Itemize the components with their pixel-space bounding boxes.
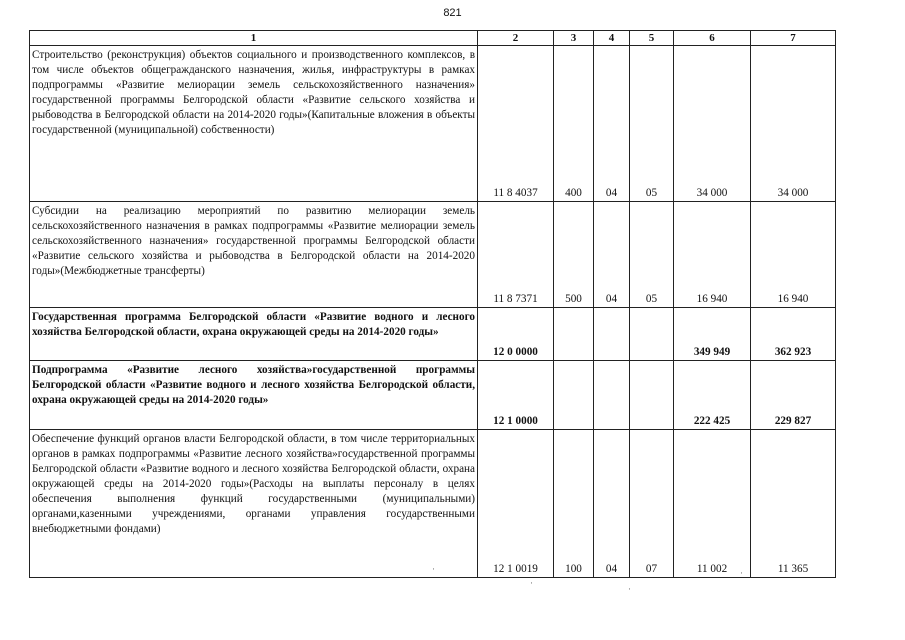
page-number: 821 [443, 7, 462, 19]
column-header: 2 [478, 31, 554, 46]
column-header: 6 [674, 31, 751, 46]
row-section: 04 [594, 430, 630, 578]
table-row [30, 46, 836, 202]
row-amount-1: 349 949 [674, 308, 751, 361]
row-section: 04 [594, 202, 630, 308]
row-expense-type: 500 [554, 202, 594, 308]
row-expense-type [554, 361, 594, 430]
row-section [594, 361, 630, 430]
column-header: 5 [630, 31, 674, 46]
table-row [30, 430, 836, 578]
row-amount-2: 16 940 [751, 202, 836, 308]
budget-table [29, 30, 836, 578]
row-section [594, 308, 630, 361]
column-header: 4 [594, 31, 630, 46]
row-amount-2: 229 827 [751, 361, 836, 430]
table-row [30, 361, 836, 430]
row-subsection: 05 [630, 202, 674, 308]
table-row [30, 202, 836, 308]
row-description: Субсидии на реализацию мероприятий по развитию мелиорации земель сельскохозяйственного назначения в рамках подпрограммы «Развитие мелиорации земель сельскохозяйственного назначения» государственной программы Белгородской области «Развитие сельского хозяйства и рыбоводства в Белгородской области на 2014-2020 годы»(Межбюджетные трансферты) [30, 202, 478, 308]
row-subsection [630, 361, 674, 430]
row-subsection: 05 [630, 46, 674, 202]
table-row [30, 308, 836, 361]
row-expense-type: 400 [554, 46, 594, 202]
table-header-row [30, 31, 836, 46]
row-description: Обеспечение функций органов власти Белгородской области, в том числе территориальных органов в рамках подпрограммы «Развитие лесного хозяйства»государственной программы Белгородской области «Развитие водного и лесного хозяйства Белгородской области, охрана окружающей среды на 2014-2020 годы»(Расходы на выплаты персоналу в целях обеспечения выполнения функций государственными (муниципальными) органами,казенными учреждениями, органами управления государственными внебюджетными фондами) [30, 430, 478, 578]
row-amount-2: 34 000 [751, 46, 836, 202]
row-code: 12 1 0000 [478, 361, 554, 430]
row-description: Государственная программа Белгородской области «Развитие водного и лесного хозяйства Белгородской области, охрана окружающей среды на 2014-2020 годы» [30, 308, 478, 361]
row-code: 11 8 7371 [478, 202, 554, 308]
scan-speck: · [530, 578, 533, 588]
row-amount-1: 16 940 [674, 202, 751, 308]
scan-speck: · [432, 564, 435, 574]
row-expense-type [554, 308, 594, 361]
row-amount-2: 362 923 [751, 308, 836, 361]
scan-speck: · [628, 584, 631, 594]
row-subsection [630, 308, 674, 361]
row-description: Строительство (реконструкция) объектов социального и производственного комплексов, в том числе объектов общегражданского назначения, жилья, инфраструктуры в рамках подпрограммы «Развитие мелиорации земель сельскохозяйственного назначения» государственной программы Белгородской области «Развитие сельского хозяйства и рыбоводства в Белгородской области на 2014-2020 годы»(Капитальные вложения в объекты государственной (муниципальной) собственности) [30, 46, 478, 202]
row-code: 12 1 0019 [478, 430, 554, 578]
row-amount-2: 11 365 [751, 430, 836, 578]
row-subsection: 07 [630, 430, 674, 578]
row-amount-1: 34 000 [674, 46, 751, 202]
column-header: 3 [554, 31, 594, 46]
row-amount-1: 11 002 [674, 430, 751, 578]
row-description: Подпрограмма «Развитие лесного хозяйства»государственной программы Белгородской области «Развитие водного и лесного хозяйства Белгородской области, охрана окружающей среды на 2014-2020 годы» [30, 361, 478, 430]
row-amount-1: 222 425 [674, 361, 751, 430]
row-code: 11 8 4037 [478, 46, 554, 202]
row-code: 12 0 0000 [478, 308, 554, 361]
scan-speck: · [740, 568, 743, 578]
column-header: 7 [751, 31, 836, 46]
row-section: 04 [594, 46, 630, 202]
row-expense-type: 100 [554, 430, 594, 578]
column-header: 1 [30, 31, 478, 46]
